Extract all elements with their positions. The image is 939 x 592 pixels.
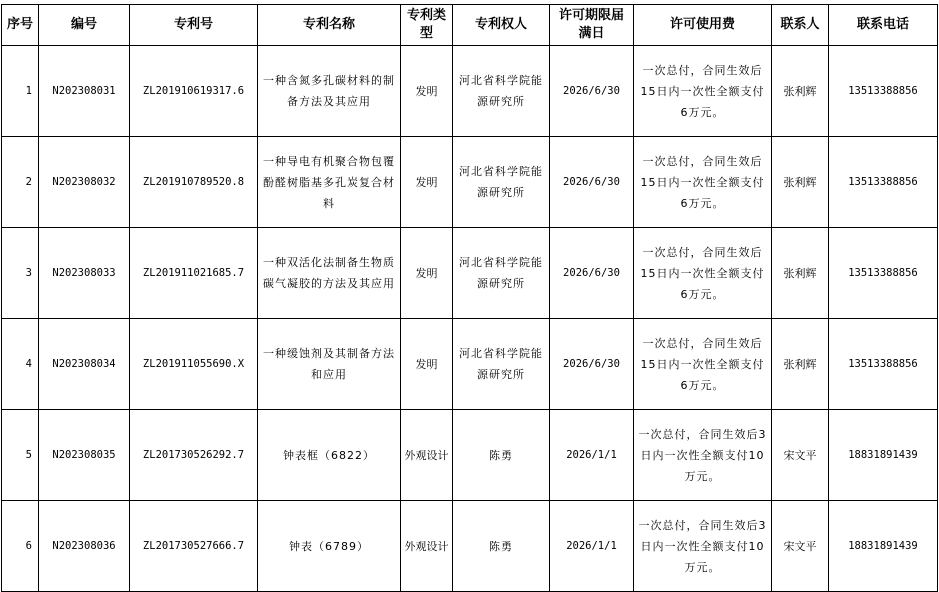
cell-code: N202308034 [39,319,130,410]
cell-owner: 河北省科学院能源研究所 [453,319,550,410]
cell-fee: 一次总付，合同生效后15日内一次性全额支付6万元。 [634,46,772,137]
cell-seq: 1 [2,46,39,137]
cell-patent-name: 一种含氮多孔碳材料的制备方法及其应用 [258,46,401,137]
table-row [2,228,938,319]
cell-code: N202308033 [39,228,130,319]
header-row [2,5,938,46]
cell-fee: 一次总付，合同生效后3日内一次性全额支付10万元。 [634,501,772,592]
cell-expire: 2026/6/30 [550,228,634,319]
cell-fee: 一次总付，合同生效后15日内一次性全额支付6万元。 [634,319,772,410]
cell-owner: 河北省科学院能源研究所 [453,137,550,228]
cell-patent-no: ZL201730526292.7 [130,410,258,501]
cell-seq: 2 [2,137,39,228]
cell-patent-no: ZL201911055690.X [130,319,258,410]
cell-patent-no: ZL201910789520.8 [130,137,258,228]
table-row [2,410,938,501]
cell-code: N202308035 [39,410,130,501]
header-patent-no: 专利号 [130,5,258,46]
cell-patent-type: 发明 [401,228,453,319]
cell-patent-no: ZL201730527666.7 [130,501,258,592]
cell-contact: 张利辉 [772,319,829,410]
cell-owner: 河北省科学院能源研究所 [453,228,550,319]
cell-seq: 4 [2,319,39,410]
cell-phone: 18831891439 [829,501,938,592]
cell-contact: 张利辉 [772,46,829,137]
header-phone: 联系电话 [829,5,938,46]
header-owner: 专利权人 [453,5,550,46]
table-row [2,319,938,410]
cell-phone: 13513388856 [829,319,938,410]
header-seq: 序号 [2,5,39,46]
header-patent-type: 专利类型 [401,5,453,46]
cell-owner: 陈勇 [453,410,550,501]
cell-code: N202308031 [39,46,130,137]
cell-phone: 13513388856 [829,228,938,319]
cell-owner: 河北省科学院能源研究所 [453,46,550,137]
cell-fee: 一次总付，合同生效后3日内一次性全额支付10万元。 [634,410,772,501]
header-code: 编号 [39,5,130,46]
cell-patent-type: 外观设计 [401,501,453,592]
cell-expire: 2026/6/30 [550,319,634,410]
header-fee: 许可使用费 [634,5,772,46]
cell-contact: 宋文平 [772,501,829,592]
header-expire: 许可期限届满日 [550,5,634,46]
cell-seq: 3 [2,228,39,319]
cell-seq: 6 [2,501,39,592]
cell-expire: 2026/6/30 [550,46,634,137]
cell-phone: 13513388856 [829,46,938,137]
cell-patent-name: 一种缓蚀剂及其制备方法和应用 [258,319,401,410]
cell-patent-name: 一种双活化法制备生物质碳气凝胶的方法及其应用 [258,228,401,319]
cell-patent-no: ZL201910619317.6 [130,46,258,137]
cell-patent-type: 发明 [401,319,453,410]
cell-patent-type: 外观设计 [401,410,453,501]
header-patent-name: 专利名称 [258,5,401,46]
cell-patent-no: ZL201911021685.7 [130,228,258,319]
cell-patent-name: 钟表框（6822） [258,410,401,501]
cell-expire: 2026/1/1 [550,410,634,501]
cell-patent-type: 发明 [401,46,453,137]
cell-phone: 13513388856 [829,137,938,228]
table-row [2,501,938,592]
patent-license-table [1,4,938,592]
cell-fee: 一次总付，合同生效后15日内一次性全额支付6万元。 [634,228,772,319]
table-row [2,137,938,228]
cell-contact: 宋文平 [772,410,829,501]
cell-patent-name: 钟表（6789） [258,501,401,592]
cell-owner: 陈勇 [453,501,550,592]
cell-expire: 2026/6/30 [550,137,634,228]
cell-contact: 张利辉 [772,228,829,319]
table-row [2,46,938,137]
cell-contact: 张利辉 [772,137,829,228]
cell-code: N202308036 [39,501,130,592]
cell-code: N202308032 [39,137,130,228]
header-contact: 联系人 [772,5,829,46]
cell-patent-type: 发明 [401,137,453,228]
cell-phone: 18831891439 [829,410,938,501]
cell-seq: 5 [2,410,39,501]
cell-patent-name: 一种导电有机聚合物包覆酚醛树脂基多孔炭复合材料 [258,137,401,228]
cell-expire: 2026/1/1 [550,501,634,592]
cell-fee: 一次总付，合同生效后15日内一次性全额支付6万元。 [634,137,772,228]
